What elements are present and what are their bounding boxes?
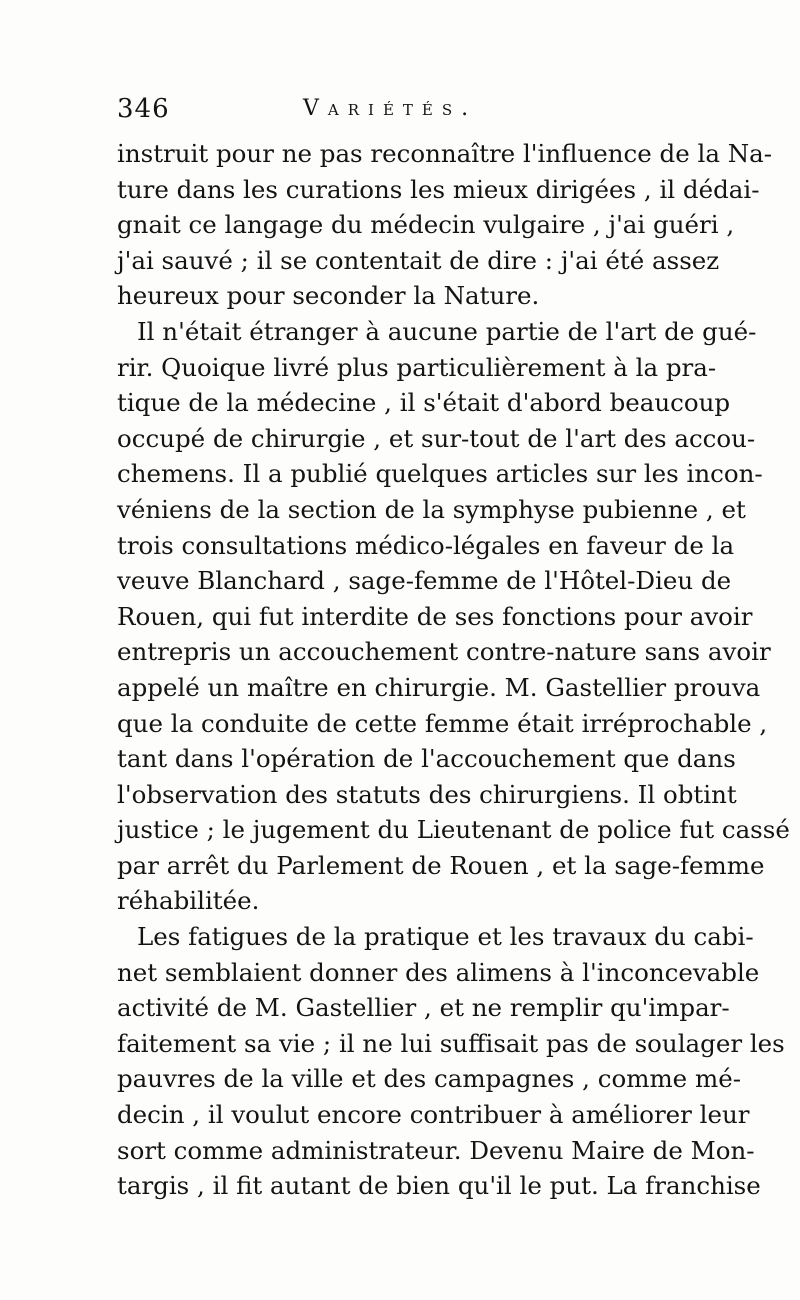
text-line: que la conduite de cette femme était irréprochable , <box>117 708 768 738</box>
text-line: Les fatigues de la pratique et les travaux du cabi- <box>137 922 754 952</box>
text-line: heureux pour seconder la Nature. <box>117 281 540 311</box>
text-line: entrepris un accouchement contre-nature sans avoir <box>117 637 771 667</box>
running-title: Variétés. <box>303 96 478 121</box>
text-line: veuve Blanchard , sage-femme de l'Hôtel-Dieu de <box>117 566 732 596</box>
text-line: Il n'était étranger à aucune partie de l'art de gué- <box>137 316 757 346</box>
page-number: 346 <box>117 94 170 124</box>
page-header <box>117 90 682 132</box>
text-line: véniens de la section de la symphyse pubienne , et <box>117 494 746 524</box>
text-line: decin , il voulut encore contribuer à améliorer leur <box>117 1100 750 1130</box>
text-line: sort comme administrateur. Devenu Maire de Mon- <box>117 1135 755 1165</box>
text-line: rir. Quoique livré plus particulièrement à la pra- <box>117 352 717 382</box>
text-line: targis , il fit autant de bien qu'il le put. La franchise <box>117 1171 761 1201</box>
text-line: net semblaient donner des alimens à l'inconcevable <box>117 957 760 987</box>
text-line: Rouen, qui fut interdite de ses fonctions pour avoir <box>117 601 753 631</box>
text-line: j'ai sauvé ; il se contentait de dire : j'ai été assez <box>117 245 720 275</box>
text-line: activité de M. Gastellier , et ne remplir qu'impar- <box>117 993 730 1023</box>
text-line: l'observation des statuts des chirurgiens. Il obtint <box>117 779 737 809</box>
text-line: occupé de chirurgie , et sur-tout de l'art des accou- <box>117 423 756 453</box>
text-line: réhabilitée. <box>117 886 260 916</box>
text-line: trois consultations médico-légales en faveur de la <box>117 530 735 560</box>
text-line: par arrêt du Parlement de Rouen , et la sage-femme <box>117 850 765 880</box>
text-line: tique de la médecine , il s'était d'abord beaucoup <box>117 388 731 418</box>
text-line: ture dans les curations les mieux dirigées , il dédai- <box>117 174 760 204</box>
text-line: tant dans l'opération de l'accouchement que dans <box>117 744 736 774</box>
text-line: appelé un maître en chirurgie. M. Gastellier prouva <box>117 672 761 702</box>
text-line: instruit pour ne pas reconnaître l'influence de la Na- <box>117 139 773 168</box>
text-line: faitement sa vie ; il ne lui suffisait pas de soulager les <box>117 1028 785 1058</box>
body-text <box>117 136 790 1204</box>
text-line: pauvres de la ville et des campagnes , comme mé- <box>117 1064 741 1094</box>
text-line: chemens. Il a publié quelques articles sur les incon- <box>117 459 763 489</box>
text-line: justice ; le jugement du Lieutenant de police fut cassé <box>117 815 790 845</box>
text-line: gnait ce langage du médecin vulgaire , j'ai guéri , <box>117 210 735 240</box>
